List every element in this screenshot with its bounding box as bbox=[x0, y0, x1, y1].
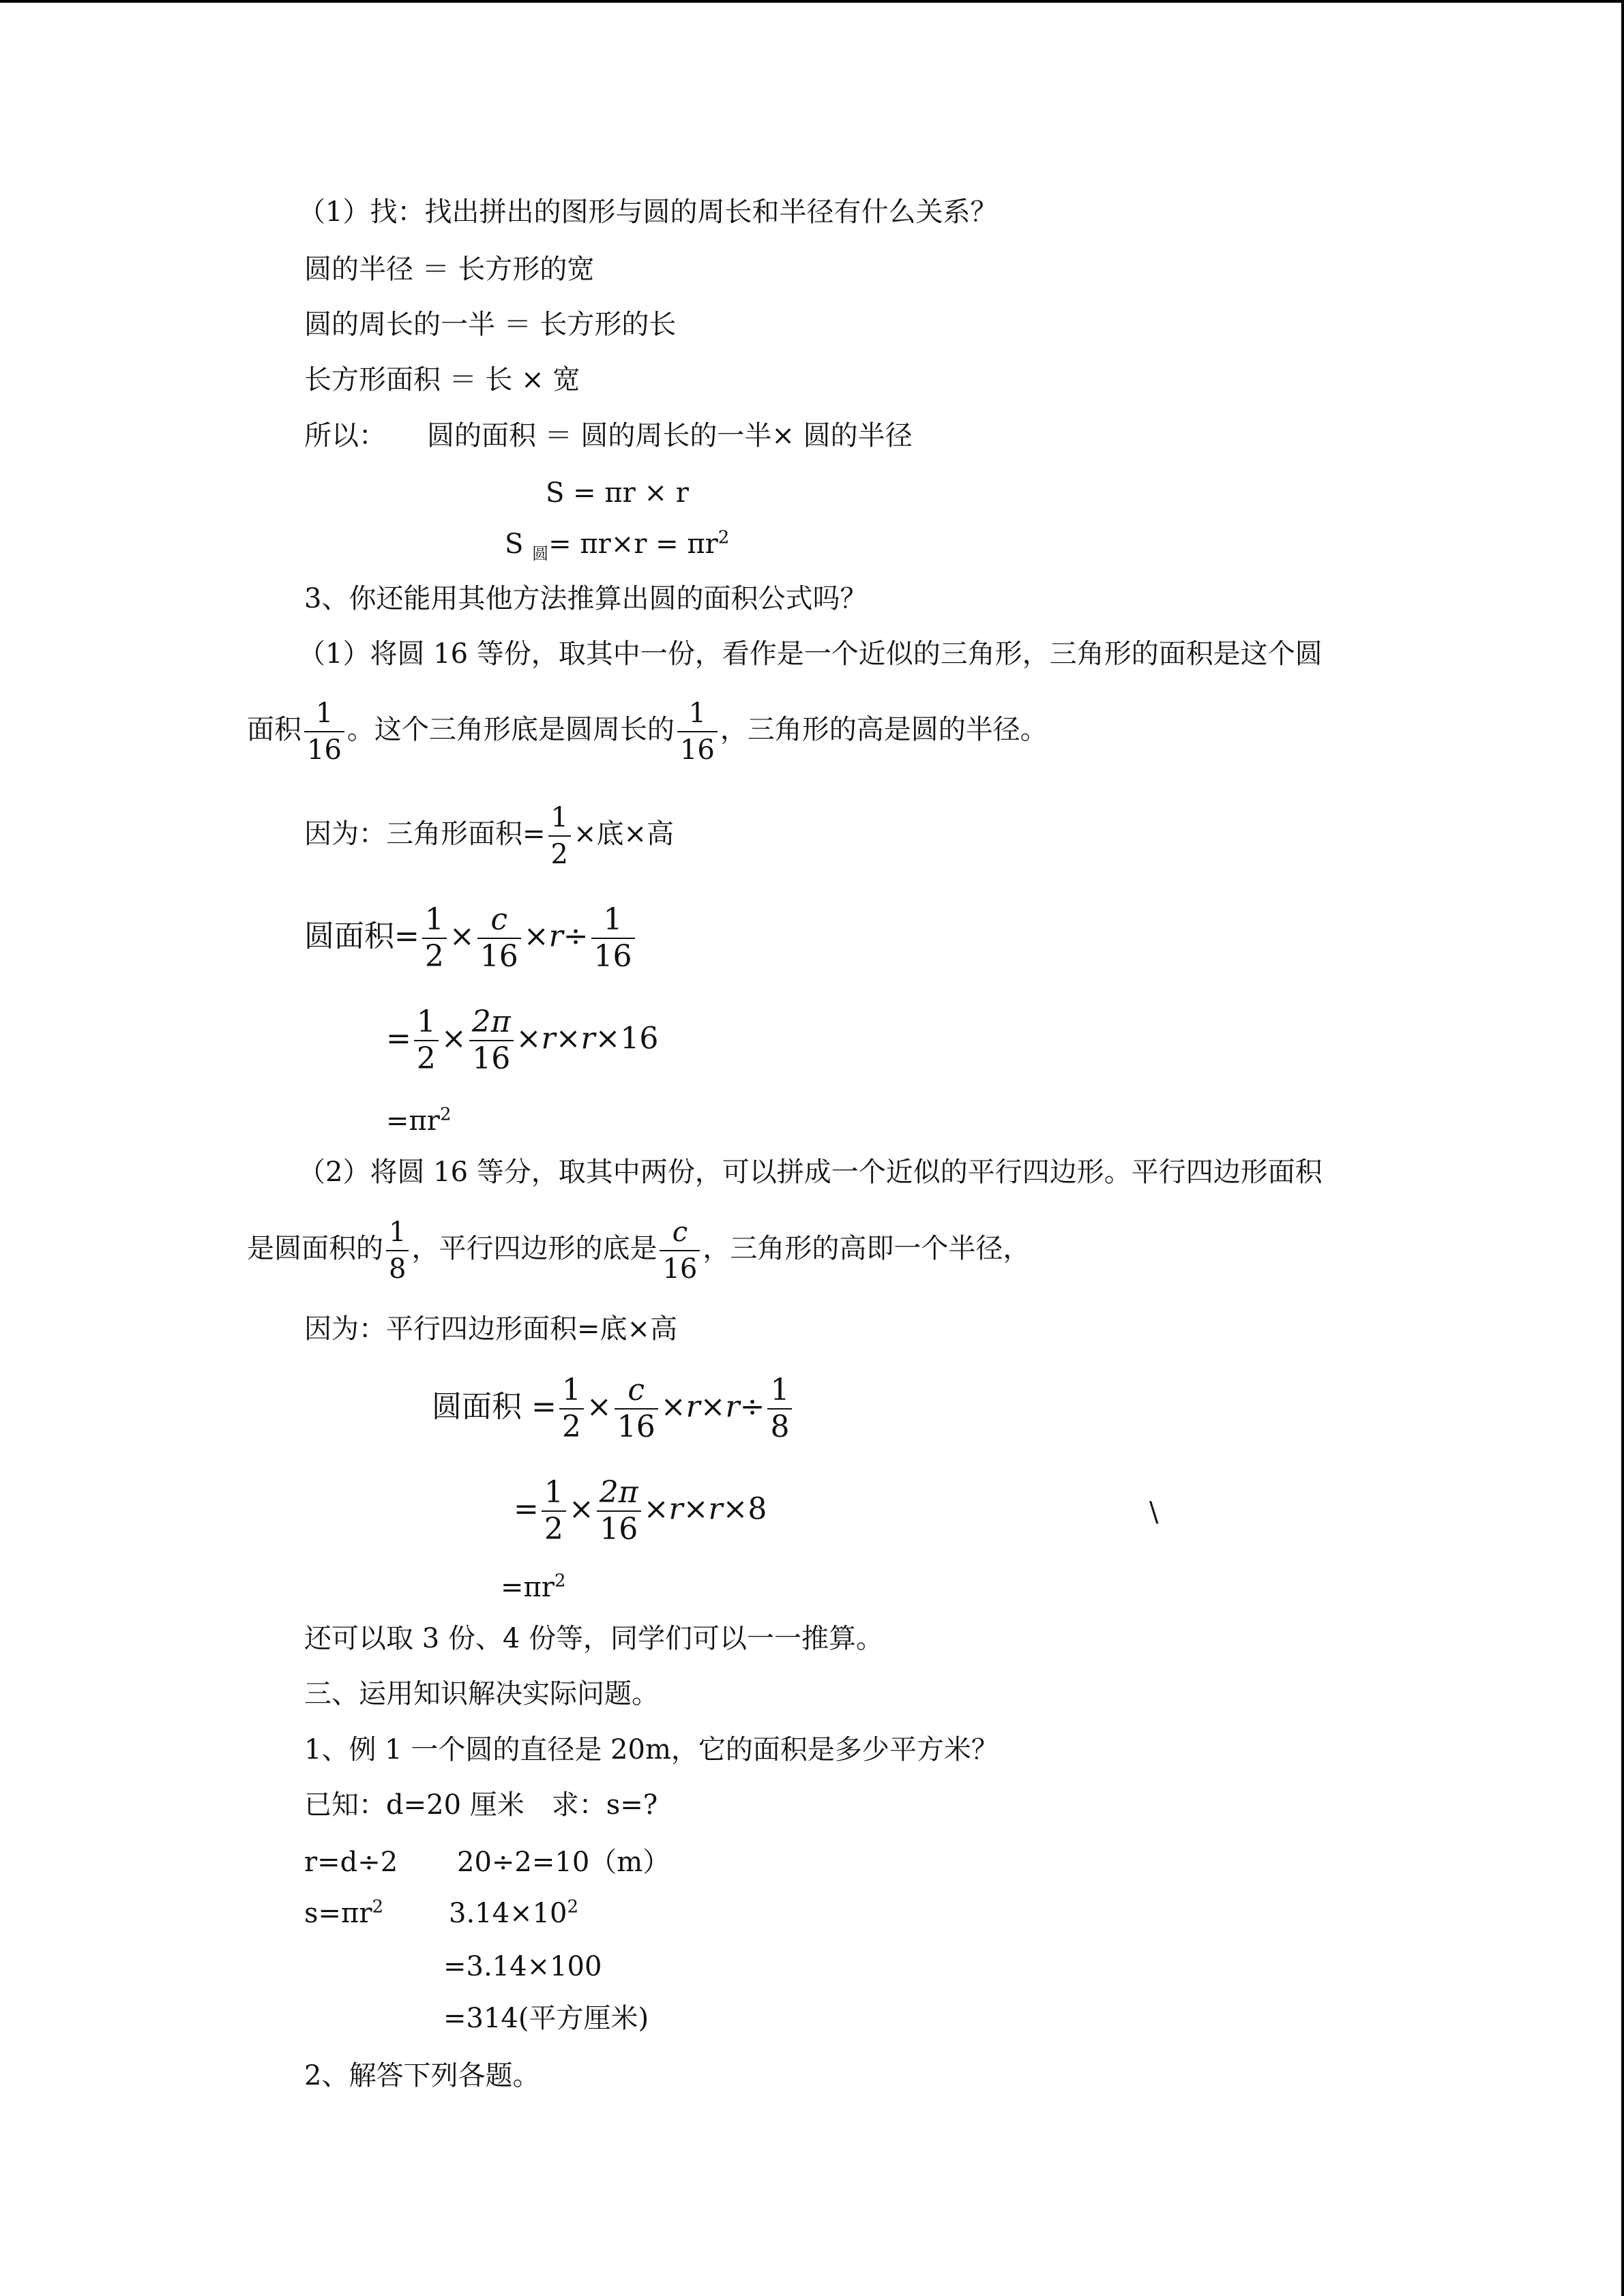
therefore-circle-area: 所以： 圆的面积 ＝ 圆的周长的一半× 圆的半径 bbox=[304, 420, 913, 451]
fraction-1-8: $\frac{1}{8}$ bbox=[386, 1214, 409, 1287]
half-circumference-equals-length: 圆的周长的一半 ＝ 长方形的长 bbox=[304, 309, 677, 340]
method-2-description: （2）将圆 16 等分，取其中两份，可以拼成一个近似的平行四边形。平行四边形面积 bbox=[298, 1157, 1323, 1188]
exercise-heading: 2、解答下列各题。 bbox=[304, 2060, 540, 2091]
circle-area-eq-1: 圆面积= $\frac{1}{2}$ × $\frac{c}{16}$ ×r÷ $\frac{1}{16}$ bbox=[304, 902, 638, 974]
radius-formula: r=d÷2 bbox=[304, 1847, 398, 1878]
radius-calculation: 20÷2=10（m） bbox=[457, 1847, 670, 1878]
known-and-find: 已知：d=20 厘米 求：s=? bbox=[304, 1789, 658, 1821]
fraction-1-2: $\frac{1}{2}$ bbox=[414, 1004, 439, 1077]
formula-s-circle: S $_圆= \pi r\times r = \pi r^2$ bbox=[505, 527, 730, 563]
example-1-question: 1、例 1 一个圆的直径是 20m，它的面积是多少平方米？ bbox=[304, 1734, 999, 1765]
method-1-description: （1）将圆 16 等份，取其中一份，看作是一个近似的三角形，三角形的面积是这个圆 bbox=[298, 638, 1323, 670]
fraction-2pi-16: $\frac{2\pi}{16}$ bbox=[469, 1004, 514, 1077]
section-three-heading: 三、运用知识解决实际问题。 bbox=[304, 1678, 659, 1710]
fraction-1-2: $\frac{1}{2}$ bbox=[548, 800, 571, 872]
question-other-methods: 3、你还能用其他方法推算出圆的面积公式吗？ bbox=[304, 583, 868, 614]
fraction-c-16: $\frac{c}{16}$ bbox=[477, 902, 521, 974]
radius-equals-width: 圆的半径 ＝ 长方形的宽 bbox=[304, 254, 595, 285]
fraction-1-8: $\frac{1}{8}$ bbox=[767, 1373, 792, 1445]
fraction-c-16: $\frac{c}{16}$ bbox=[615, 1373, 658, 1445]
step-find-line: （1）找：找出拼出的图形与圆的周长和半径有什么关系？ bbox=[298, 196, 998, 228]
stray-backslash-mark: \ bbox=[1149, 1497, 1159, 1528]
method-1-continued: 面积 $\frac{1}{16}$ 。这个三角形底是圆周长的 $\frac{1}{16}$ ，三角形的高是圆的半径。 bbox=[247, 696, 1048, 768]
fraction-c-16: $\frac{c}{16}$ bbox=[660, 1214, 700, 1287]
fraction-1-2: $\frac{1}{2}$ bbox=[422, 902, 447, 974]
area-calculation-step-2: =3.14×100 bbox=[443, 1951, 602, 1982]
result-pi-r-squared: $=\pi r^2$ bbox=[501, 1570, 566, 1603]
fraction-1-16: $\frac{1}{16}$ bbox=[591, 902, 635, 974]
parallelogram-area-reason: 因为：平行四边形面积=底×高 bbox=[304, 1313, 678, 1345]
fraction-1-2: $\frac{1}{2}$ bbox=[542, 1475, 566, 1547]
circle-area-eq-4: = $\frac{1}{2}$ × $\frac{2\pi}{16}$ ×r×r×8 bbox=[514, 1475, 767, 1547]
formula-s-pir-r: S = πr × r bbox=[546, 477, 689, 509]
circle-area-eq-3: 圆面积 = $\frac{1}{2}$ × $\frac{c}{16}$ ×r×r÷ $\frac{1}{8}$ bbox=[432, 1373, 795, 1445]
area-calculation-step-1: $3.14\times 10^2$ bbox=[449, 1896, 579, 1929]
right-border bbox=[1621, 0, 1624, 2296]
rectangle-area-formula: 长方形面积 ＝ 长 × 宽 bbox=[304, 364, 580, 396]
result-pi-r-squared: $=\pi r^2$ bbox=[386, 1104, 452, 1137]
method-2-continued: 是圆面积的 $\frac{1}{8}$ ，平行四边形的底是 $\frac{c}{16}$ ，三角形的高即一个半径， bbox=[247, 1214, 1030, 1287]
more-portions-note: 还可以取 3 份、4 份等，同学们可以一一推算。 bbox=[304, 1623, 884, 1654]
area-formula: $s=\pi r^2$ bbox=[304, 1896, 383, 1929]
triangle-area-reason: 因为：三角形面积= $\frac{1}{2}$ ×底×高 bbox=[304, 800, 674, 872]
area-calculation-result: =314(平方厘米) bbox=[443, 2003, 649, 2034]
fraction-1-2: $\frac{1}{2}$ bbox=[559, 1373, 584, 1445]
fraction-1-16: $\frac{1}{16}$ bbox=[677, 696, 718, 768]
fraction-1-16: $\frac{1}{16}$ bbox=[304, 696, 344, 768]
top-border bbox=[0, 0, 1624, 3]
fraction-2pi-16: $\frac{2\pi}{16}$ bbox=[597, 1475, 641, 1547]
circle-area-eq-2: = $\frac{1}{2}$ × $\frac{2\pi}{16}$ ×r×r×16 bbox=[386, 1004, 659, 1076]
